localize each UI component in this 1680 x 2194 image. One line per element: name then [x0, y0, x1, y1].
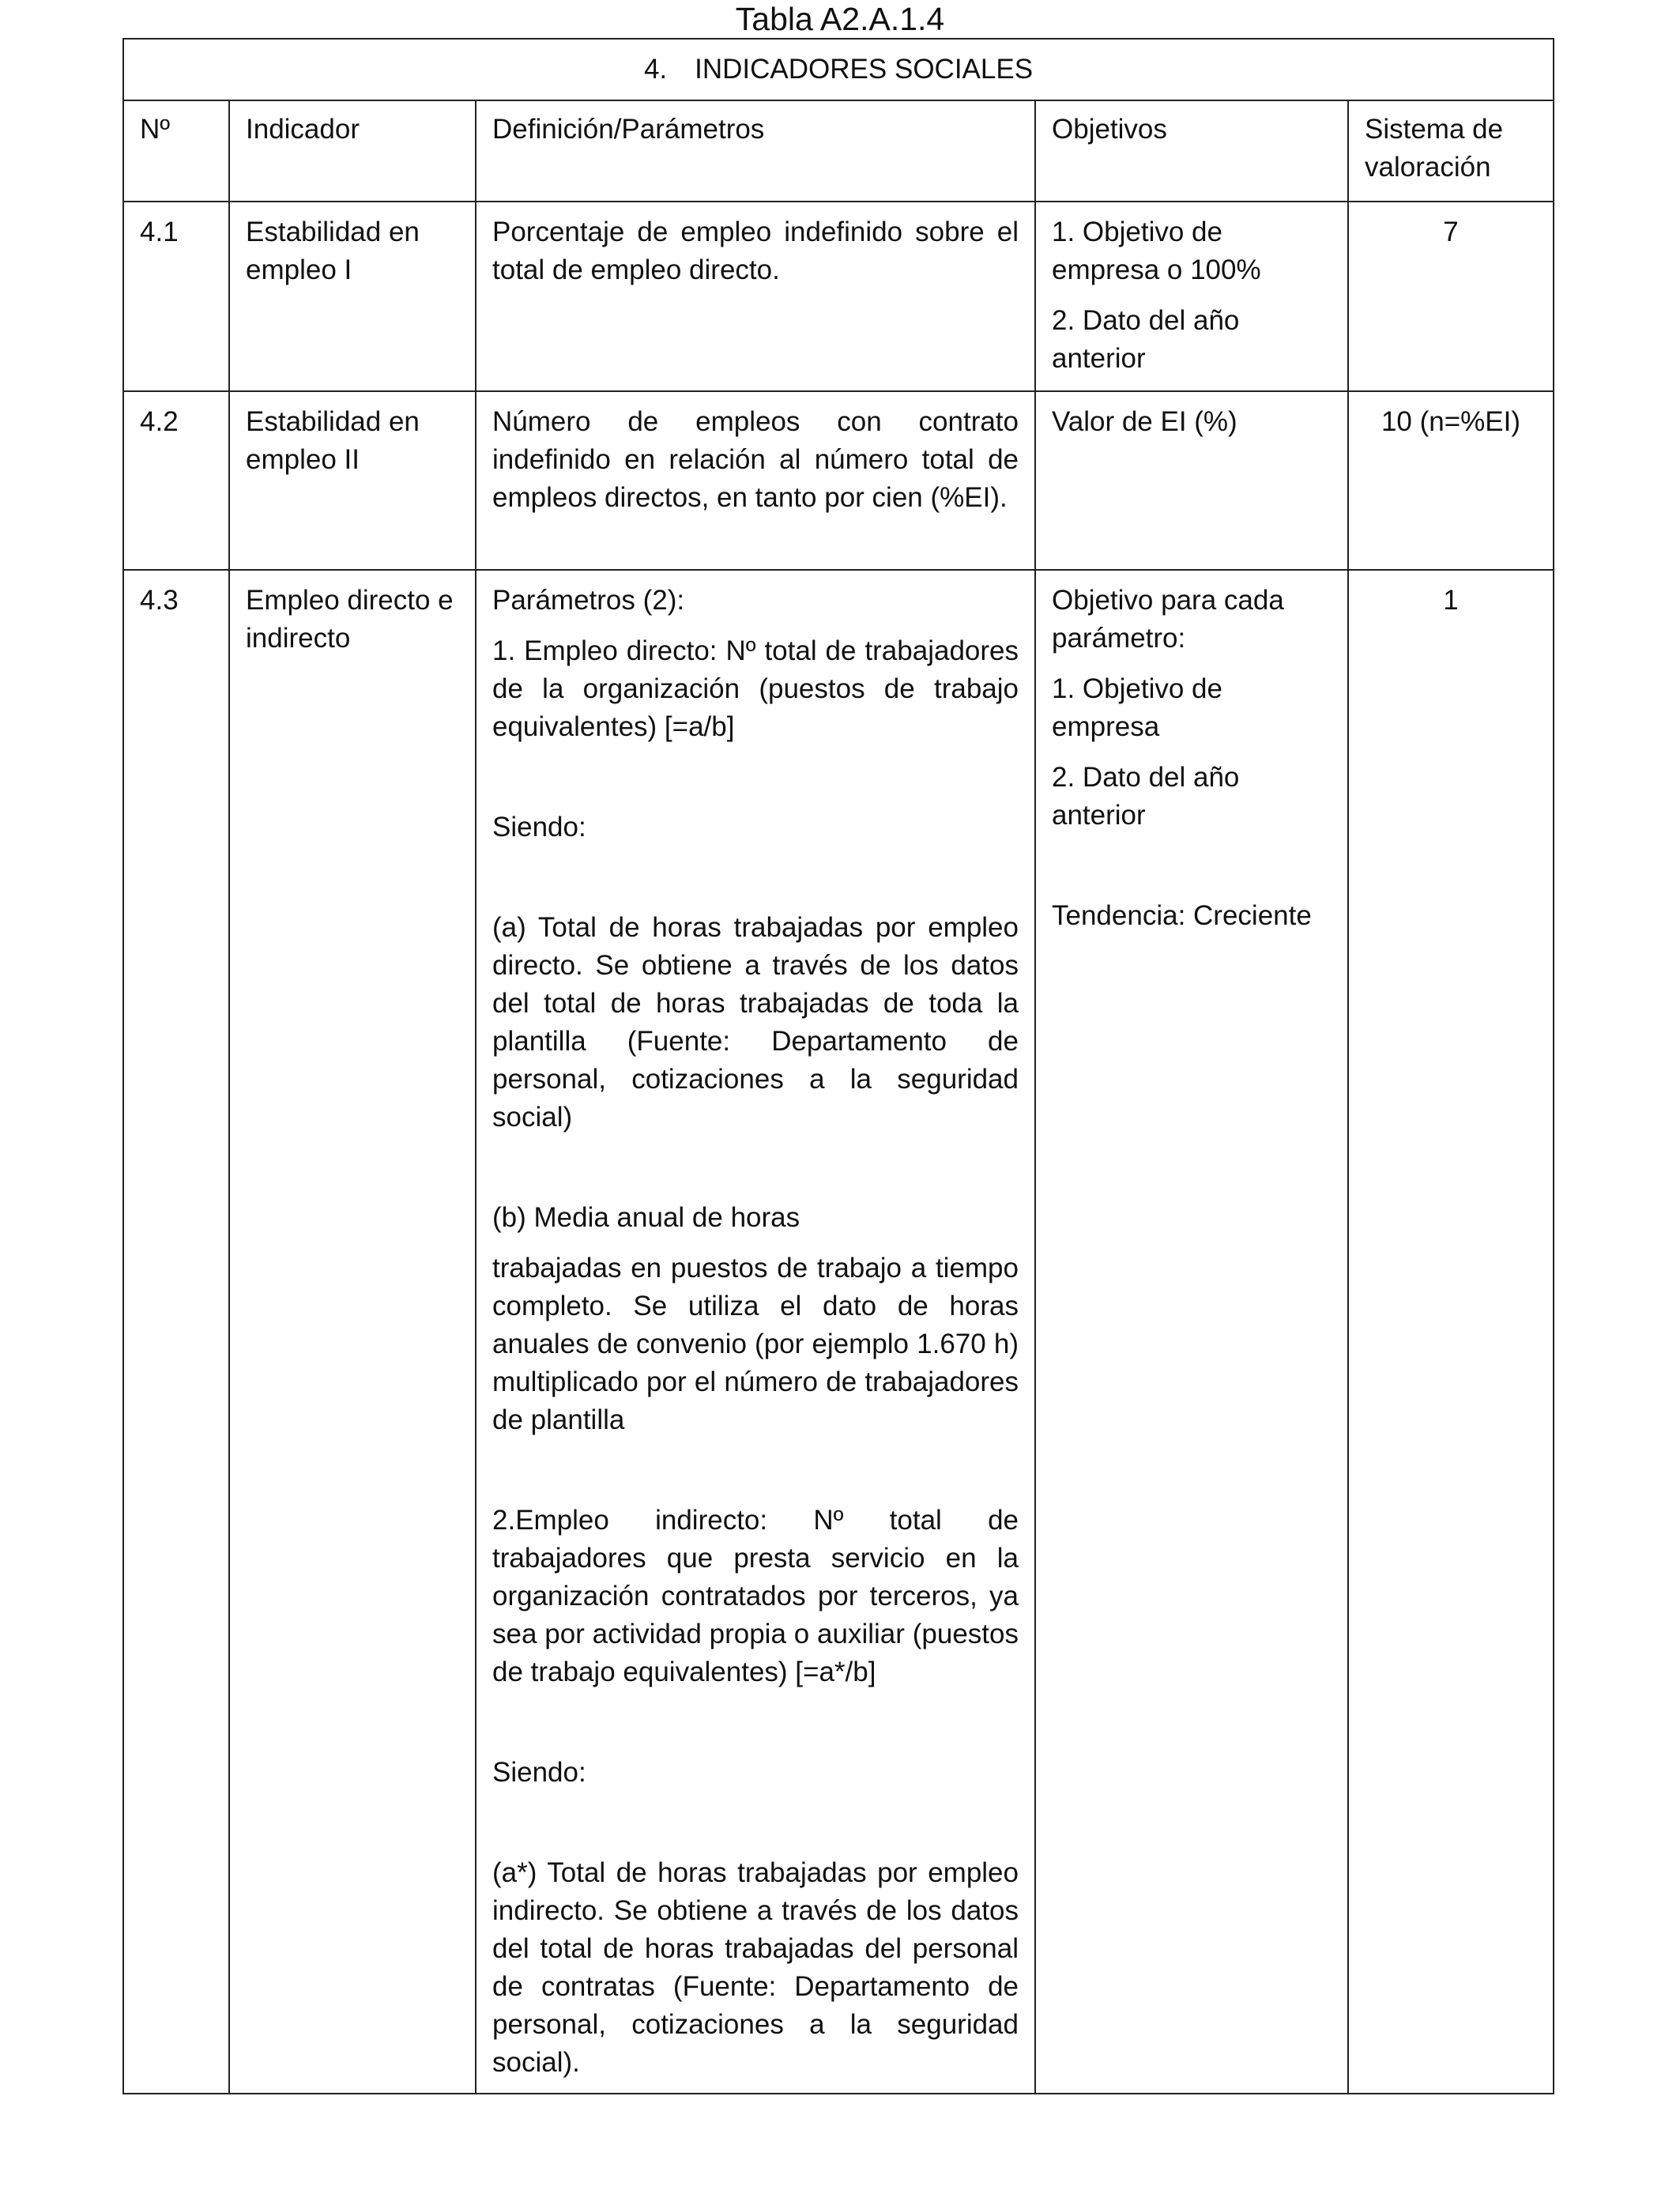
row-definition — [476, 202, 1035, 391]
definition-paragraph: (b) Media anual de horas — [492, 1202, 800, 1233]
row-objectives — [1035, 202, 1348, 391]
header-objectives: Objetivos — [1035, 100, 1348, 202]
definition-paragraph: Parámetros (2): — [492, 585, 685, 616]
row-indicator: Empleo directo e indirecto — [229, 570, 476, 2094]
row-indicator: Estabilidad en empleo II — [229, 391, 476, 570]
definition-paragraph: (a) Total de horas trabajadas por empleo directo. Se obtiene a través de los datos del total de horas trabajadas de toda la plantilla (Fuente: Departamento de personal, cotizaciones a la seguridad social) — [492, 912, 1019, 1133]
social-indicators-table — [122, 38, 1554, 2094]
row-valuation: 7 — [1348, 202, 1554, 391]
definition-paragraph: Número de empleos con contrato indefinido en relación al número total de empleos directos, en tanto por cien (%EI). — [492, 406, 1019, 513]
row-objectives — [1035, 570, 1348, 2094]
row-definition — [476, 391, 1035, 570]
table-title: Tabla A2.A.1.4 — [735, 1, 945, 37]
header-no: Nº — [123, 100, 229, 202]
definition-paragraph: Siendo: — [492, 812, 586, 843]
definition-paragraph: trabajadas en puestos de trabajo a tiempo completo. Se utiliza el dato de horas anuales de convenio (por ejemplo 1.670 h) multiplicado por el número de trabajadores de plantilla — [492, 1253, 1019, 1435]
row-number: 4.1 — [123, 202, 229, 391]
section-row — [123, 39, 1554, 100]
objective-item: 2. Dato del año anterior — [1052, 305, 1240, 374]
header-indicator: Indicador — [229, 100, 476, 202]
header-row — [123, 100, 1554, 202]
row-number: 4.3 — [123, 570, 229, 2094]
objective-item: 1. Objetivo de empresa — [1052, 673, 1222, 742]
row-indicator: Estabilidad en empleo I — [229, 202, 476, 391]
header-definition: Definición/Parámetros — [476, 100, 1035, 202]
objective-item: Valor de EI (%) — [1052, 406, 1237, 437]
table-row — [123, 570, 1554, 2094]
table-row — [123, 391, 1554, 570]
table-row — [123, 202, 1554, 391]
header-valuation: Sistema de valoración — [1348, 100, 1554, 202]
objective-item: 2. Dato del año anterior — [1052, 762, 1240, 831]
section-title: 4. INDICADORES SOCIALES — [123, 39, 1554, 100]
objective-item: Tendencia: Creciente — [1052, 900, 1312, 931]
definition-paragraph: 1. Empleo directo: Nº total de trabajadores de la organización (puestos de trabajo equivalentes) [=a/b] — [492, 635, 1019, 742]
definition-paragraph: Siendo: — [492, 1757, 586, 1788]
definition-paragraph: (a*) Total de horas trabajadas por empleo indirecto. Se obtiene a través de los datos del total de horas trabajadas del personal de contratas (Fuente: Departamento de personal, cotizaciones a la seguridad social). — [492, 1857, 1019, 2078]
objective-item: 1. Objetivo de empresa o 100% — [1052, 217, 1261, 285]
row-definition — [476, 570, 1035, 2094]
row-objectives — [1035, 391, 1348, 570]
row-valuation: 10 (n=%EI) — [1348, 391, 1554, 570]
row-number: 4.2 — [123, 391, 229, 570]
row-valuation: 1 — [1348, 570, 1554, 2094]
definition-paragraph: Porcentaje de empleo indefinido sobre el total de empleo directo. — [492, 217, 1019, 285]
definition-paragraph: 2.Empleo indirecto: Nº total de trabajadores que presta servicio en la organización contratados por terceros, ya sea por actividad propia o auxiliar (puestos de trabajo equivalentes) [=a*/b] — [492, 1505, 1019, 1687]
objective-item: Objetivo para cada parámetro: — [1052, 585, 1284, 654]
